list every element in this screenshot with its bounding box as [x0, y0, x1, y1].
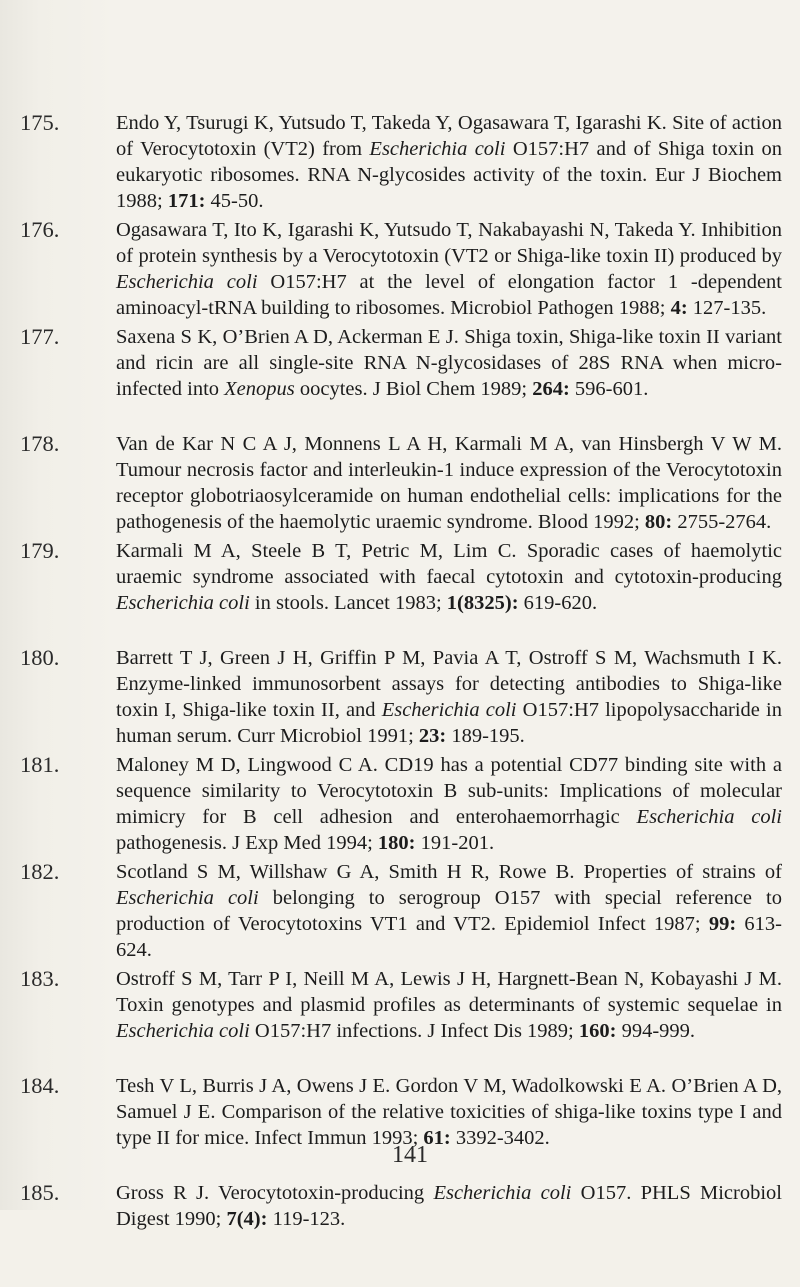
- citation-text: O157:H7 lipopolysaccharide in human serum. Curr Microbiol 1991;: [116, 699, 782, 747]
- citation-text: O157:H7 and of Shiga toxin on eukaryotic ribosomes. RNA N-glycosides activity of the toxin. Eur J Biochem 1988;: [116, 138, 782, 212]
- citation-text: 189-195.: [446, 725, 525, 747]
- reference-number: 184.: [20, 1073, 60, 1098]
- species-name: Escherichia coli: [433, 1182, 572, 1204]
- citation-text: 2755-2764.: [672, 511, 772, 533]
- citation-text: Tesh V L, Burris J A, Owens J E. Gordon V M, Wadolkowski E A. O’Brien A D, Samuel J E. Comparison of the relative toxicities of shiga-like toxins type I and type II for mice. Infect Immun 1993;: [116, 1075, 782, 1149]
- citation-text: 119-123.: [267, 1208, 346, 1230]
- species-name: Xenopus: [224, 378, 295, 400]
- reference-number: 178.: [20, 431, 60, 456]
- reference-text: [116, 1073, 782, 1151]
- reference-text: [116, 1180, 782, 1232]
- citation-text: Karmali M A, Steele B T, Petric M, Lim C. Sporadic cases of haemolytic uraemic syndrome associated with faecal cytotoxin and cytotoxin-producing: [116, 540, 782, 588]
- reference-number: 182.: [20, 859, 60, 884]
- page-number: 141: [392, 1142, 428, 1168]
- citation-text: 619-620.: [518, 592, 598, 614]
- reference-entry: [0, 859, 800, 966]
- species-name: Escherichia coli: [369, 138, 506, 160]
- citation-text: 191-201.: [415, 832, 495, 854]
- citation-text: Ogasawara T, Ito K, Igarashi K, Yutsudo T, Nakabayashi N, Takeda Y. Inhibition of protein synthesis by a Verocytotoxin (VT2 or Shiga-like toxin II) produced by: [116, 219, 782, 267]
- volume-number: 61:: [423, 1127, 451, 1149]
- citation-text: 45-50.: [205, 190, 264, 212]
- species-name: Escherichia coli: [116, 887, 259, 909]
- reference-number: 181.: [20, 752, 60, 777]
- volume-number: 7(4):: [226, 1208, 268, 1230]
- species-name: Escherichia coli: [116, 1020, 250, 1042]
- citation-text: O157:H7 at the level of elongation factor 1 -dependent aminoacyl-tRNA building to ribosomes. Microbiol Pathogen 1988;: [116, 271, 783, 319]
- citation-text: belonging to serogroup O157 with special reference to production of Verocytotoxins VT1 and VT2. Epidemiol Infect 1987;: [116, 887, 782, 935]
- reference-text: [116, 324, 782, 402]
- volume-number: 264:: [532, 378, 570, 400]
- citation-text: Van de Kar N C A J, Monnens L A H, Karmali M A, van Hinsbergh V W M. Tumour necrosis factor and interleukin-1 induce expression of the Verocytotoxin receptor globotriaosylceramide on human endothelial cells: implications for the pathogenesis of the haemolytic uraemic syndrome. Blood 1992;: [116, 433, 782, 533]
- citation-text: pathogenesis. J Exp Med 1994;: [116, 832, 378, 854]
- reference-entry: [0, 645, 800, 752]
- reference-entry: [0, 752, 800, 859]
- citation-text: Barrett T J, Green J H, Griffin P M, Pavia A T, Ostroff S M, Wachsmuth I K. Enzyme-linked immunosorbent assays for detecting antibodies to Shiga-like toxin I, Shiga-like toxin II, and: [116, 647, 782, 721]
- citation-text: Ostroff S M, Tarr P I, Neill M A, Lewis J H, Hargnett-Bean N, Kobayashi J M. Toxin genotypes and plasmid profiles as determinants of systemic sequelae in: [116, 968, 782, 1016]
- reference-text: [116, 752, 782, 856]
- reference-text: [116, 645, 782, 749]
- species-name: Escherichia coli: [381, 699, 517, 721]
- citation-text: in stools. Lancet 1983;: [249, 592, 447, 614]
- citation-text: Gross R J. Verocytotoxin-producing: [116, 1182, 434, 1204]
- reference-text: [116, 966, 782, 1044]
- volume-number: 4:: [670, 297, 688, 319]
- reference-number: 177.: [20, 324, 60, 349]
- reference-entry: [0, 431, 800, 538]
- reference-entry: [0, 324, 800, 431]
- volume-number: 171:: [167, 190, 206, 212]
- citation-text: 127-135.: [687, 297, 767, 319]
- species-name: Escherichia coli: [116, 271, 258, 293]
- citation-text: Saxena S K, O’Brien A D, Ackerman E J. Shiga toxin, Shiga-like toxin II variant and ricin are all single-site RNA N-glycosidases of 28S RNA when micro-infected into: [116, 326, 782, 400]
- volume-number: 80:: [644, 511, 673, 533]
- reference-list: [0, 110, 800, 1287]
- reference-number: 183.: [20, 966, 60, 991]
- reference-number: 176.: [20, 217, 60, 242]
- citation-text: oocytes. J Biol Chem 1989;: [294, 378, 533, 400]
- citation-text: 994-999.: [616, 1020, 696, 1042]
- reference-entry: [0, 110, 800, 217]
- species-name: Escherichia coli: [636, 806, 782, 828]
- citation-text: 613-624.: [116, 913, 782, 961]
- citation-text: 3392-3402.: [450, 1127, 550, 1149]
- reference-text: [116, 431, 782, 535]
- reference-text: [116, 217, 782, 321]
- reference-text: [116, 859, 782, 963]
- volume-number: 180:: [377, 832, 416, 854]
- reference-text: [116, 110, 782, 214]
- citation-text: Endo Y, Tsurugi K, Yutsudo T, Takeda Y, Ogasawara T, Igarashi K. Site of action of Verocytotoxin (VT2) from: [116, 112, 782, 160]
- citation-text: Maloney M D, Lingwood C A. CD19 has a potential CD77 binding site with a sequence similarity to Verocytotoxin B sub-units: Implications of molecular mimicry for B cell adhesion and enterohaemorrhagic: [116, 754, 782, 828]
- reference-number: 180.: [20, 645, 60, 670]
- reference-entry: [0, 966, 800, 1073]
- citation-text: O157. PHLS Microbiol Digest 1990;: [116, 1182, 782, 1230]
- volume-number: 99:: [708, 913, 737, 935]
- reference-entry: [0, 217, 800, 324]
- volume-number: 160:: [578, 1020, 617, 1042]
- citation-text: Scotland S M, Willshaw G A, Smith H R, Rowe B. Properties of strains of: [116, 861, 782, 883]
- volume-number: 1(8325):: [446, 592, 519, 614]
- reference-number: 179.: [20, 538, 60, 563]
- species-name: Escherichia coli: [116, 592, 250, 614]
- reference-number: 175.: [20, 110, 60, 135]
- reference-entry: [0, 1180, 800, 1287]
- reference-text: [116, 538, 782, 616]
- citation-text: 596-601.: [569, 378, 649, 400]
- reference-entry: [0, 538, 800, 645]
- citation-text: O157:H7 infections. J Infect Dis 1989;: [249, 1020, 579, 1042]
- reference-number: 185.: [20, 1180, 60, 1205]
- volume-number: 23:: [418, 725, 447, 747]
